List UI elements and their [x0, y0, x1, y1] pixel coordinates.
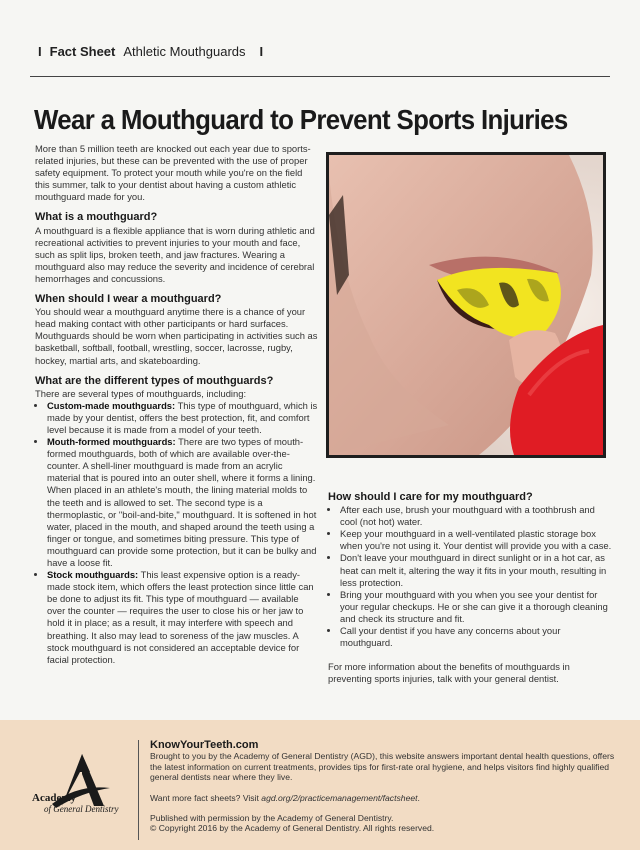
closing-paragraph: For more information about the benefits of mouthguards in preventing sports injuries, talk with your general dentist.: [328, 661, 570, 685]
photo-illustration: [329, 155, 603, 455]
list-item: [47, 436, 318, 569]
logo-subtext: of General Dentistry: [44, 804, 119, 814]
header-label: Athletic Mouthguards: [123, 44, 246, 59]
what-body: A mouthguard is a flexible appliance that is worn during athletic and recreational activities to prevent injuries to your mouth and face, such as split lips, broken teeth, and jaw fractures. Wearing a mouthguard also may reduce the severity and incidence of cerebral hemorrhages and concussions.: [35, 224, 315, 284]
types-heading: What are the different types of mouthguards?: [35, 374, 274, 387]
type-name: Custom-made mouthguards:: [47, 399, 176, 411]
list-item: • Don't leave your mouthguard in direct sunlight or in a hot car, as heat can melt it, altering the way it fits in your mouth, resulting in less protection.: [340, 552, 613, 588]
types-list: [35, 400, 318, 666]
header-left-mark: I: [38, 44, 42, 59]
more-suffix: .: [417, 792, 420, 803]
list-item: [47, 400, 318, 436]
list-item: • Bring your mouthguard with you when you see your dentist for your regular checkups. He or she can give it a thorough cleaning and check its structure and fit.: [340, 589, 613, 625]
care-list: [328, 504, 613, 649]
when-heading: When should I wear a mouthguard?: [35, 293, 222, 306]
intro-paragraph: More than 5 million teeth are knocked out each year due to sports-related injuries, but these can be prevented with the use of proper safety equipment. To protect your mouth while you're on the field this summer, talk to your dentist about having a custom athletic mouthguard made for you.: [35, 143, 311, 203]
header-label-bold: Fact Sheet: [49, 44, 116, 59]
mouthguard-photo: [326, 152, 606, 458]
more-prefix: Want more fact sheets? Visit: [150, 792, 262, 803]
more-fact-sheets: [150, 793, 620, 803]
what-heading: What is a mouthguard?: [35, 211, 158, 224]
right-column: [328, 485, 613, 685]
footer: [0, 720, 640, 850]
type-text: There are two types of mouth-formed mouthguards, both of which are available over-the-counter. A shell-liner mouthguard is made from an acrylic material that is poured into an outer shell, where it forms a lining. When placed in an athlete's mouth, the lining material molds to the teeth and is allowed to set. The second type is a thermoplastic, or "boil-and-bite," mouthguard. It is softened in hot water, placed in the mouth, and shaped around the teeth using a finger or tongue, and sometimes biting pressure. This type of mouthguard can provide some protection, but it can be bulky and have a loose fit.: [47, 436, 317, 568]
document-header: [38, 44, 602, 59]
types-lead: There are several types of mouthguards, including:: [35, 387, 247, 399]
header-right-mark: I: [259, 44, 264, 59]
care-heading: How should I care for my mouthguard?: [328, 491, 533, 503]
header-rule: [30, 76, 610, 77]
copyright-note: © Copyright 2016 by the Academy of General Dentistry. All rights reserved.: [150, 823, 435, 834]
logo-text: Academy: [32, 792, 76, 804]
footer-blurb: Brought to you by the Academy of General Dentistry (AGD), this website answers important dental health questions, offers the latest information on current treatments, provides tips for first-rate oral hygiene, and helps visitors find highly qualified general dentists near where they live.: [150, 751, 615, 783]
page-title: Wear a Mouthguard to Prevent Sports Injuries: [34, 104, 568, 135]
list-item: [47, 569, 318, 666]
left-column: [35, 143, 318, 666]
site-link[interactable]: KnowYourTeeth.com: [150, 739, 259, 751]
when-body: You should wear a mouthguard anytime there is a chance of your head making contact with other participants or hard surfaces. Mouthguards should be worn when participating in activities such as basketball, softball, football, wrestling, soccer, lacrosse, rugby, hockey, martial arts, and skateboarding.: [35, 306, 318, 366]
list-item: • Keep your mouthguard in a well-ventilated plastic storage box when you're not using it. Your dentist will provide you with a case.: [340, 528, 613, 552]
list-item: • Call your dentist if you have any concerns about your mouthguard.: [340, 625, 613, 649]
fact-sheet-link[interactable]: agd.org/2/practicemanagement/factsheet: [261, 792, 418, 803]
published-note: Published with permission by the Academy of General Dentistry.: [150, 813, 394, 824]
footer-divider: [138, 740, 139, 840]
footer-body: [150, 740, 620, 834]
type-name: Stock mouthguards:: [47, 569, 139, 581]
type-name: Mouth-formed mouthguards:: [47, 436, 176, 448]
list-item: • After each use, brush your mouthguard with a toothbrush and cool (not hot) water.: [340, 504, 613, 528]
type-text: This least expensive option is a ready-made stock item, which offers the least protection since little can be done to adjust its fit. This type of mouthguard — available over the counter — requires the user to close his or her jaw to hold it in place; as a result, it may interfere with speech and breathing. It also may lead to soreness of the jaw muscles. A stock mouthguard is not considered an acceptable device for facial protection.: [47, 569, 314, 665]
type-text: This type of mouthguard, which is made by your dentist, offers the best protection, fit, and comfort level because it is made from a model of your teeth.: [47, 399, 318, 435]
